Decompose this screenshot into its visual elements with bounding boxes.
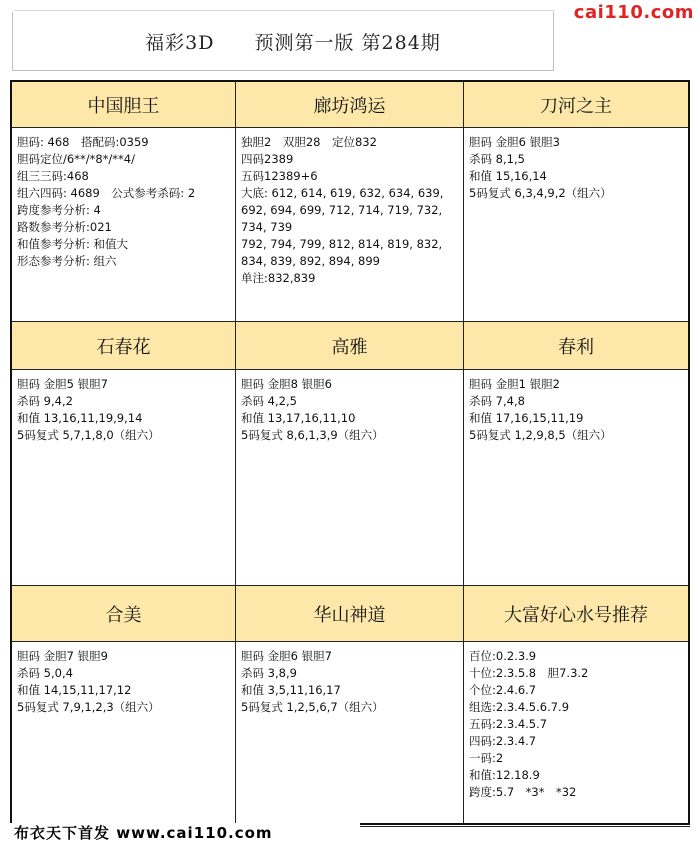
expert-body (12, 642, 236, 823)
expert-body (236, 370, 464, 586)
prediction-line: 和值 13,16,11,19,9,14 (17, 411, 143, 425)
prediction-line: 胆码 金胆8 银胆6 (241, 377, 332, 391)
prediction-line: 胆码 金胆5 银胆7 (17, 377, 108, 391)
prediction-line: 和值 15,16,14 (469, 169, 547, 183)
prediction-line: 杀码 3,8,9 (241, 666, 297, 680)
prediction-line: 杀码 7,4,8 (469, 394, 525, 408)
expert-body (236, 642, 464, 823)
expert-name-cell (12, 322, 236, 370)
prediction-line: 和值:12.18.9 (469, 768, 540, 782)
prediction-line: 胆码定位/6**/*8*/**4/ (17, 152, 135, 166)
prediction-line: 5码复式 8,6,1,3,9（组六） (241, 428, 384, 442)
expert-body (236, 128, 464, 322)
prediction-line: 组三三码:468 (17, 169, 89, 183)
expert-name: 华山神道 (313, 604, 386, 626)
expert-body (12, 128, 236, 322)
prediction-line: 杀码 5,0,4 (17, 666, 73, 680)
expert-name-cell (464, 586, 688, 642)
top-rule (14, 10, 554, 11)
expert-name: 刀河之主 (540, 95, 612, 117)
prediction-line: 四码2389 (241, 152, 294, 166)
page-title: 福彩3D 预测第一版 第284期 (145, 31, 441, 54)
prediction-grid (10, 80, 690, 825)
prediction-line: 5码复式 1,2,5,6,7（组六） (241, 700, 384, 714)
site-logo: cai110.com (573, 2, 694, 23)
prediction-line: 路数参考分析:021 (17, 220, 112, 234)
prediction-line: 和值 14,15,11,17,12 (17, 683, 132, 697)
prediction-line: 杀码 9,4,2 (17, 394, 73, 408)
prediction-line: 个位:2.4.6.7 (469, 683, 537, 697)
prediction-line: 5码复式 7,9,1,2,3（组六） (17, 700, 160, 714)
expert-name-cell (464, 82, 688, 128)
prediction-line: 和值 17,16,15,11,19 (469, 411, 584, 425)
prediction-line: 十位:2.3.5.8 胆7.3.2 (469, 666, 589, 680)
footer-text: 布衣天下首发 www.cai110.com (14, 824, 273, 842)
expert-name: 合美 (105, 604, 142, 626)
prediction-line: 大底: 612, 614, 619, 632, 634, 639, 692, 694, 699, 712, 714, 719, 732, 734, 739 (241, 186, 444, 234)
prediction-line: 胆码 金胆1 银胆2 (469, 377, 560, 391)
prediction-line: 五码:2.3.4.5.7 (469, 717, 548, 731)
prediction-line: 和值 13,17,16,11,10 (241, 411, 356, 425)
prediction-line: 792, 794, 799, 812, 814, 819, 832, 834, 839, 892, 894, 899 (241, 237, 443, 268)
expert-name-cell (464, 322, 688, 370)
prediction-line: 杀码 8,1,5 (469, 152, 525, 166)
prediction-line: 组六四码: 4689 公式参考杀码: 2 (17, 186, 196, 200)
prediction-line: 单注:832,839 (241, 271, 316, 285)
prediction-line: 5码复式 1,2,9,8,5（组六） (469, 428, 612, 442)
expert-name: 大富好心水号推荐 (504, 604, 648, 626)
prediction-line: 和值 3,5,11,16,17 (241, 683, 341, 697)
prediction-line: 胆码 金胆6 银胆3 (469, 135, 560, 149)
prediction-line: 5码复式 5,7,1,8,0（组六） (17, 428, 160, 442)
prediction-line: 胆码: 468 搭配码:0359 (17, 135, 149, 149)
prediction-line: 跨度:5.7 *3* *32 (469, 785, 577, 799)
prediction-line: 胆码 金胆7 银胆9 (17, 649, 108, 663)
prediction-line: 四码:2.3.4.7 (469, 734, 537, 748)
expert-body (464, 128, 688, 322)
expert-name: 廊坊鸿运 (313, 95, 386, 117)
prediction-line: 组选:2.3.4.5.6.7.9 (469, 700, 570, 714)
prediction-line: 杀码 4,2,5 (241, 394, 297, 408)
expert-name-cell (12, 586, 236, 642)
prediction-line: 五码12389+6 (241, 169, 318, 183)
expert-name-cell (236, 586, 464, 642)
prediction-line: 百位:0.2.3.9 (469, 649, 537, 663)
footer-rule (360, 826, 690, 827)
prediction-line: 形态参考分析: 组六 (17, 254, 117, 268)
expert-body (464, 642, 688, 823)
expert-name: 高雅 (331, 336, 368, 358)
expert-name: 春利 (558, 336, 594, 358)
expert-name-cell (236, 82, 464, 128)
prediction-line: 跨度参考分析: 4 (17, 203, 101, 217)
prediction-line: 5码复式 6,3,4,9,2（组六） (469, 186, 612, 200)
expert-name: 石春花 (96, 336, 151, 358)
header-box (12, 12, 554, 71)
expert-name: 中国胆王 (87, 95, 160, 117)
prediction-line: 胆码 金胆6 银胆7 (241, 649, 332, 663)
expert-name-cell (12, 82, 236, 128)
expert-body (464, 370, 688, 586)
prediction-line: 和值参考分析: 和值大 (17, 237, 129, 251)
expert-name-cell (236, 322, 464, 370)
prediction-line: 独胆2 双胆28 定位832 (241, 135, 377, 149)
expert-body (12, 370, 236, 586)
prediction-line: 一码:2 (469, 751, 504, 765)
